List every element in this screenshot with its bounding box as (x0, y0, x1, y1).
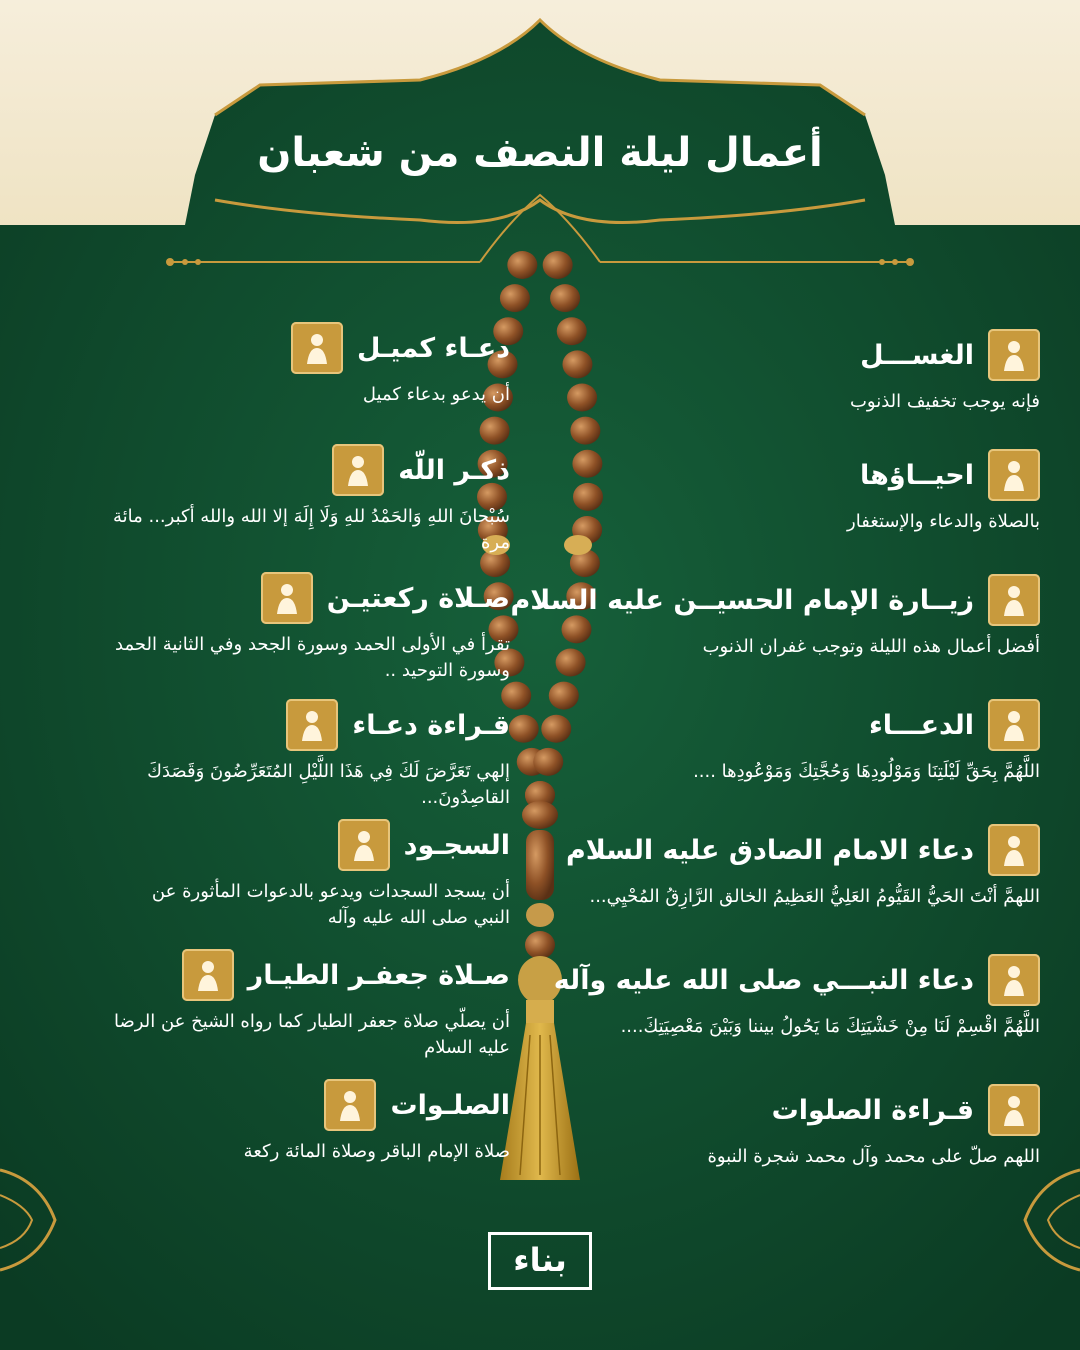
left-item-4 (40, 695, 510, 811)
left-item-2 (40, 440, 510, 556)
sajda-icon (338, 819, 390, 871)
item-heading: السجـود (403, 829, 510, 861)
item-description: اللَّهُمَّ بِحَقِّ لَيْلَتِنَا وَمَوْلُودِهَا وَحُجَّتِكَ وَمَوْعُودِها .... (693, 761, 1040, 782)
shrine-icon (988, 574, 1040, 626)
bead (500, 284, 530, 312)
item-heading: قـراءة دعـاء (352, 709, 510, 741)
right-item-4 (570, 695, 1040, 785)
item-description: اللهمَّ أنْتَ الحَيُّ القَيُّومُ العَلِيُّ العَظِيمُ الخالق الرَّازِقُ المُحْيِي... (589, 886, 1040, 907)
left-item-7 (40, 1075, 510, 1165)
bead (509, 715, 539, 743)
item-description: تقرأ في الأولى الحمد وسورة الجحد وفي الثانية الحمد وسورة التوحيد .. (115, 634, 510, 681)
item-description: بالصلاة والدعاء والإستغفار (847, 511, 1040, 532)
item-heading: ذكـر اللّه (398, 454, 510, 486)
left-item-1 (40, 318, 510, 408)
item-description: اللَّهُمَّ اقْسِمْ لَنَا مِنْ خَشْيَتِكَ مَا يَحُولُ بيننا وَبَيْنَ مَعْصِيَتِكَ.... (620, 1016, 1040, 1037)
item-heading: دعـاء كميـل (356, 332, 510, 364)
item-heading: دعاء الامام الصادق عليه السلام (566, 834, 974, 866)
item-description: أن يسجد السجدات ويدعو بالدعوات المأثورة عن النبي صلى الله عليه وآله (151, 881, 510, 928)
bead (570, 417, 600, 445)
item-heading: قـراءة الصلوات (771, 1094, 974, 1126)
shower-icon (988, 329, 1040, 381)
bead (541, 715, 571, 743)
item-description: سُبْحانَ اللهِ وَالحَمْدُ للهِ وَلَا إِلَهَ إلا الله والله أكبر... مائة مرة (112, 506, 510, 553)
item-heading: الصلـوات (390, 1089, 510, 1121)
item-description: إلهي تَعَرَّضَ لَكَ فِي هَذَا اللَّيْلِ المُتَعَرِّضُونَ وَقَصَدَكَ القاصِدُونَ... (147, 761, 510, 808)
left-item-5 (40, 815, 510, 931)
page-title: أعمال ليلة النصف من شعبان (257, 130, 823, 176)
person-tasbih-icon (332, 444, 384, 496)
right-item-6 (553, 950, 1040, 1040)
item-description: صلاة الإمام الباقر وصلاة المائة ركعة (243, 1141, 510, 1162)
bead (533, 748, 563, 776)
kneeling-icon (182, 949, 234, 1001)
item-description: فإنه يوجب تخفيف الذنوب (849, 391, 1040, 412)
person-dua-icon (988, 824, 1040, 876)
person-standing-icon (988, 954, 1040, 1006)
bead (543, 251, 573, 279)
bead (507, 251, 537, 279)
hands-icon (291, 322, 343, 374)
item-heading: زيــارة الإمام الحسيــن عليه السلام (510, 584, 974, 616)
prostrating-icon (261, 572, 313, 624)
item-heading: صـلاة ركعتيـن (326, 582, 510, 614)
right-item-3 (510, 570, 1040, 660)
item-description: أن يصلّي صلاة جعفر الطيار كما رواه الشيخ عن الرضا عليه السلام (114, 1011, 510, 1058)
right-item-1 (570, 325, 1040, 415)
reading-person-icon (988, 1084, 1040, 1136)
item-heading: صـلاة جعفـر الطيـار (247, 959, 510, 991)
item-heading: احيــاؤها (860, 459, 974, 491)
right-item-2 (570, 445, 1040, 535)
right-item-5 (566, 820, 1040, 910)
item-description: اللهم صلّ على محمد وآل محمد شجرة النبوة (707, 1146, 1040, 1167)
right-item-7 (570, 1080, 1040, 1170)
person-praying-icon (988, 449, 1040, 501)
item-heading: الغســـل (860, 339, 974, 371)
bead (550, 284, 580, 312)
left-item-3 (40, 568, 510, 684)
item-heading: دعاء النبـــي صلى الله عليه وآله (553, 964, 974, 996)
item-description: أفضل أعمال هذه الليلة وتوجب غفران الذنوب (702, 636, 1040, 657)
praying-hands-icon (988, 699, 1040, 751)
bina-logo: بناء (488, 1232, 592, 1290)
sitting-person-icon (324, 1079, 376, 1131)
left-item-6 (40, 945, 510, 1061)
raised-hands-icon (286, 699, 338, 751)
item-description: أن يدعو بدعاء كميل (362, 384, 510, 405)
item-heading: الدعـــاء (868, 709, 974, 741)
